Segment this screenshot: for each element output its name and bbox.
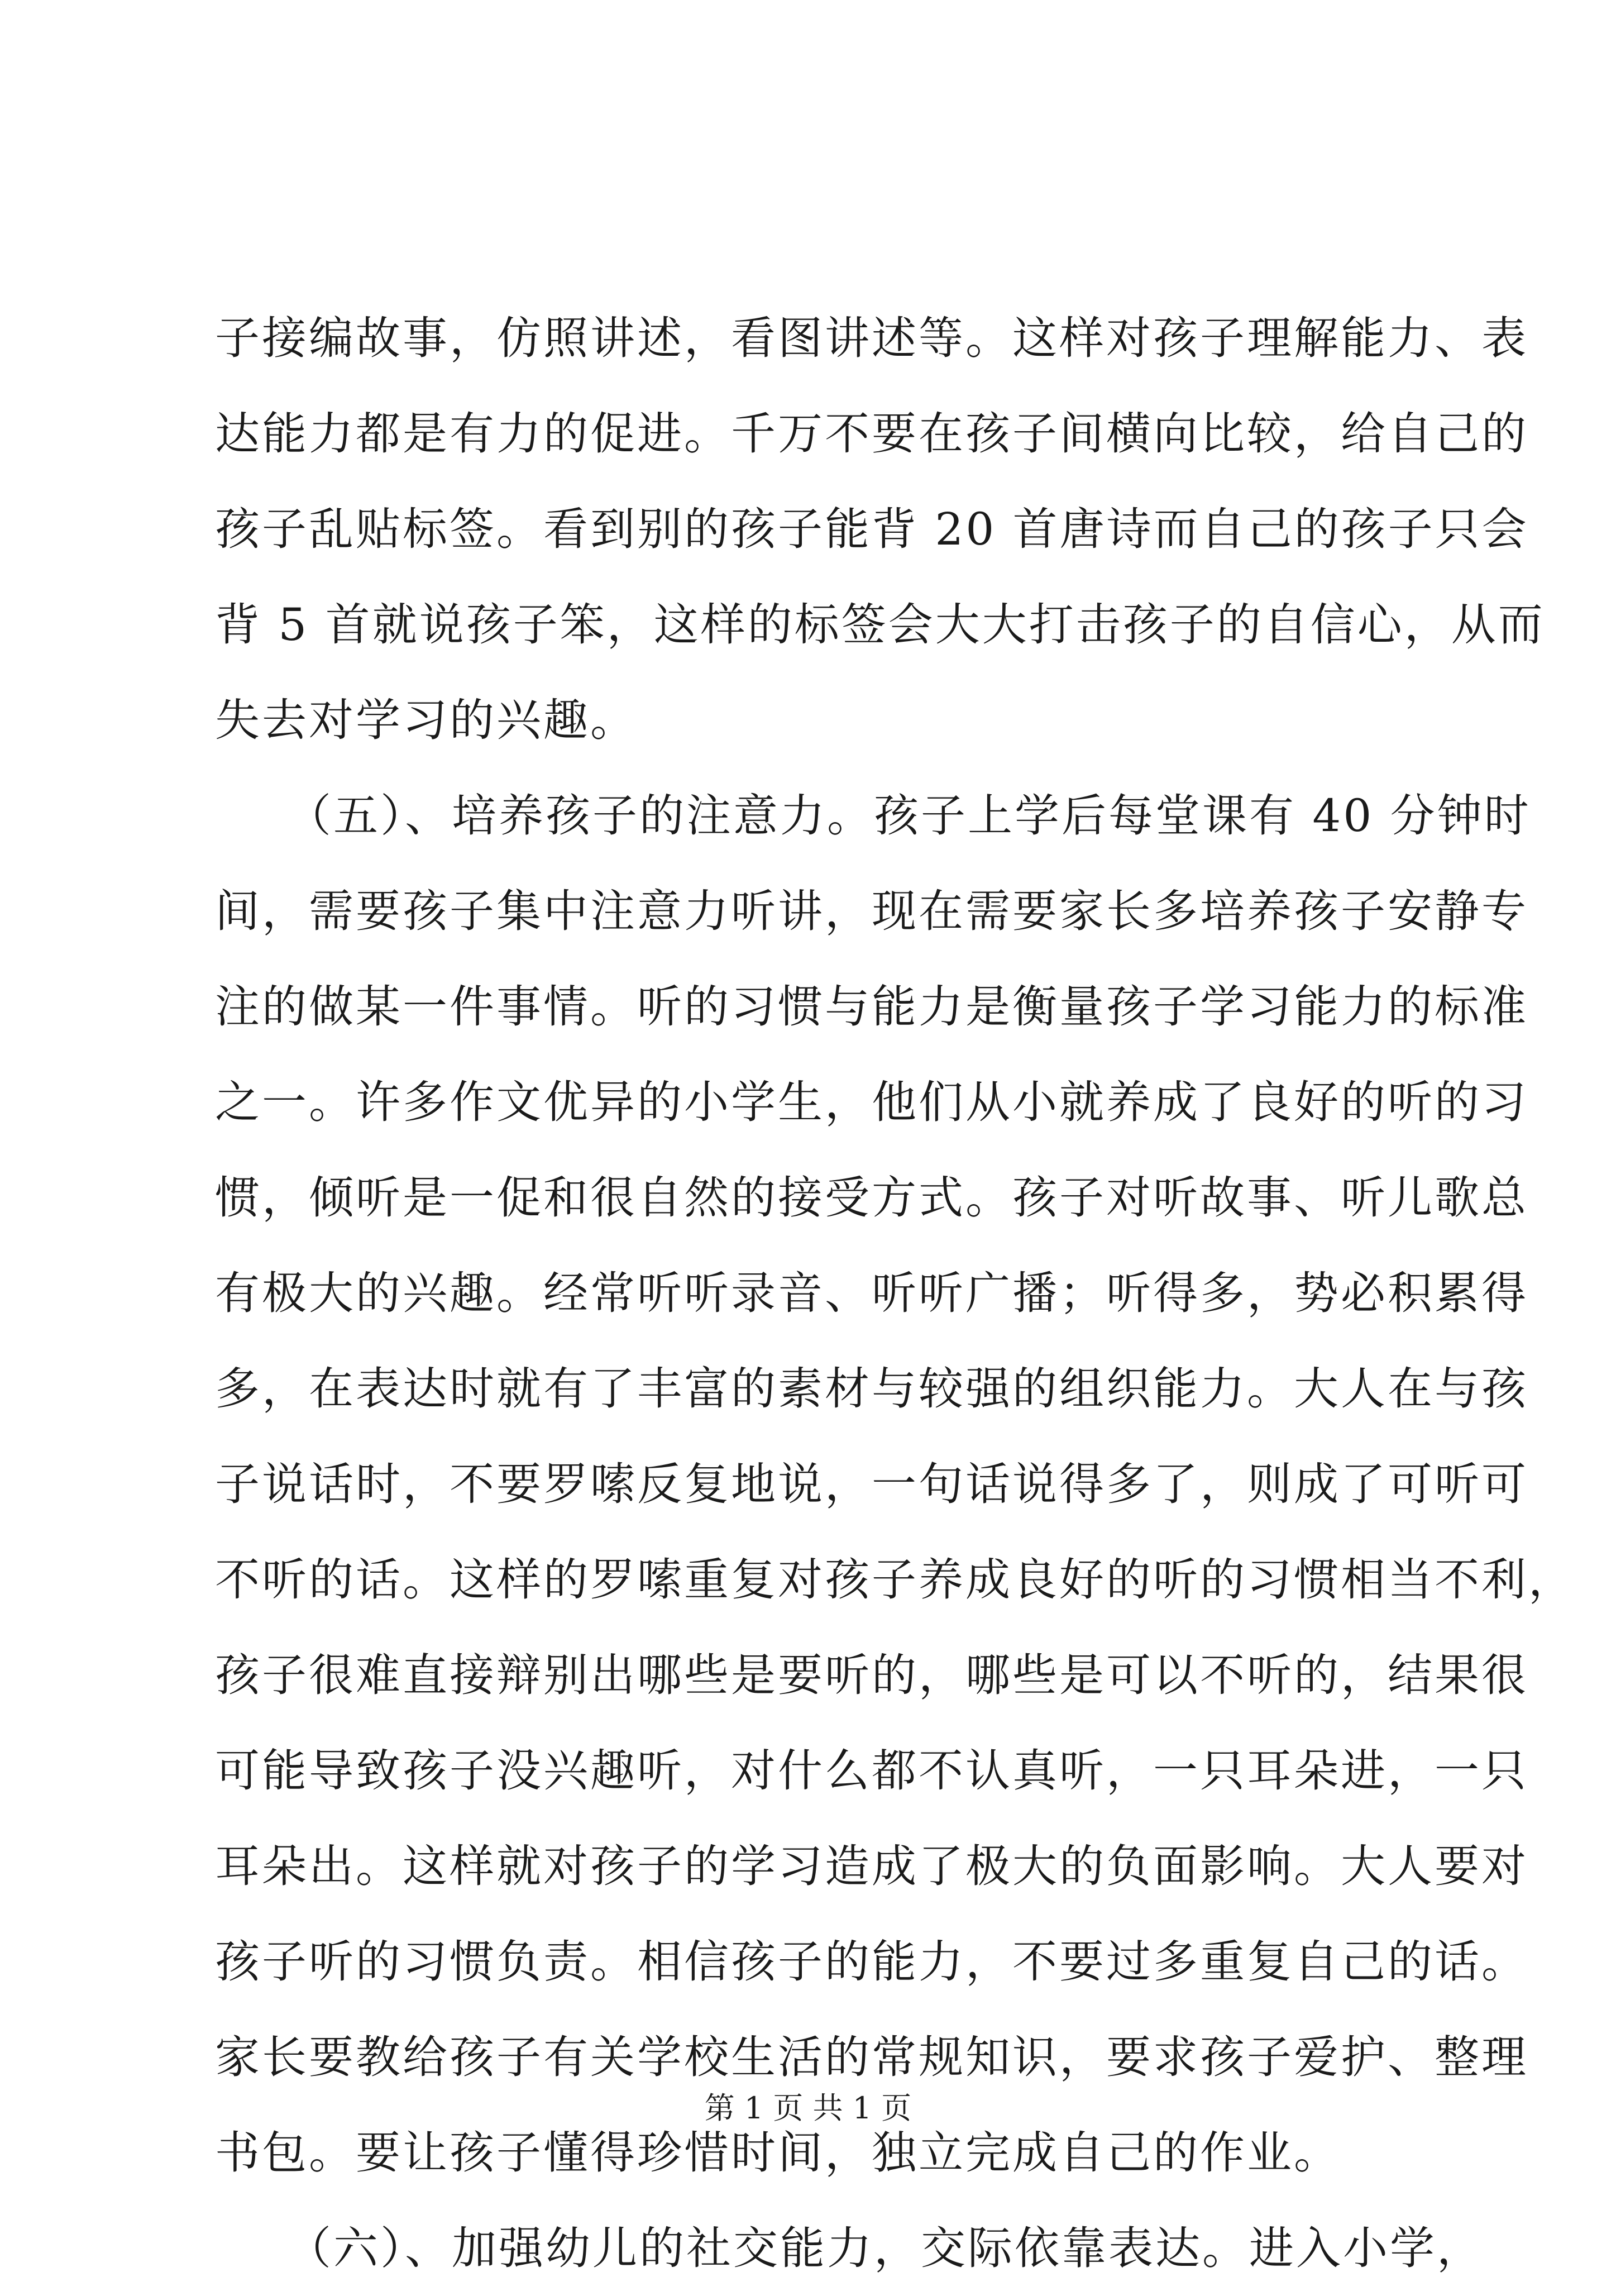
text-line: 达能力都是有力的促进。千万不要在孩子间横向比较，给自己的 [215, 408, 1528, 460]
text-line: 孩子很难直接辩别出哪些是要听的，哪些是可以不听的，结果很 [215, 1649, 1528, 1701]
text-line: 书包。要让孩子懂得珍惜时间，独立完成自己的作业。 [215, 2127, 1341, 2179]
text-line: 孩子乱贴标签。看到别的孩子能背 20 首唐诗而自己的孩子只会 [215, 503, 1529, 555]
text-line: 耳朵出。这样就对孩子的学习造成了极大的负面影响。大人要对 [215, 1840, 1528, 1892]
text-line: 不听的话。这样的罗嗦重复对孩子养成良好的听的习惯相当不利， [215, 1554, 1575, 1606]
text-line: （六）、加强幼儿的社交能力，交际依靠表达。进入小学， [215, 2222, 1484, 2274]
text-line: 背 5 首就说孩子笨，这样的标签会大大打击孩子的自信心，从而 [215, 599, 1545, 651]
text-line: 可能导致孩子没兴趣听，对什么都不认真听，一只耳朵进，一只 [215, 1745, 1528, 1797]
text-line: 惯，倾听是一促和很自然的接受方式。孩子对听故事、听儿歌总 [215, 1172, 1528, 1224]
page-number-label: 第 1 页 共 1 页 [704, 2090, 912, 2126]
text-line: 注的做某一件事情。听的习惯与能力是衡量孩子学习能力的标准 [215, 981, 1528, 1033]
text-line: 有极大的兴趣。经常听听录音、听听广播；听得多，势必积累得 [215, 1267, 1528, 1319]
text-line: 失去对学习的兴趣。 [215, 694, 637, 746]
page-footer [0, 2086, 1616, 2131]
text-line: 家长要教给孩子有关学校生活的常规知识，要求孩子爱护、整理 [215, 2031, 1528, 2083]
text-line: 之一。许多作文优异的小学生，他们从小就养成了良好的听的习 [215, 1076, 1528, 1128]
text-line: 间，需要孩子集中注意力听讲，现在需要家长多培养孩子安静专 [215, 885, 1528, 937]
text-line: 子说话时，不要罗嗦反复地说，一句话说得多了，则成了可听可 [215, 1458, 1528, 1510]
text-line: 孩子听的习惯负责。相信孩子的能力，不要过多重复自己的话。 [215, 1936, 1528, 1988]
body-text [215, 290, 1575, 2296]
text-line: 多，在表达时就有了丰富的素材与较强的组织能力。大人在与孩 [215, 1363, 1528, 1415]
text-line: 子接编故事，仿照讲述，看图讲述等。这样对孩子理解能力、表 [215, 312, 1528, 364]
text-line: （五）、培养孩子的注意力。孩子上学后每堂课有 40 分钟时 [215, 790, 1531, 842]
